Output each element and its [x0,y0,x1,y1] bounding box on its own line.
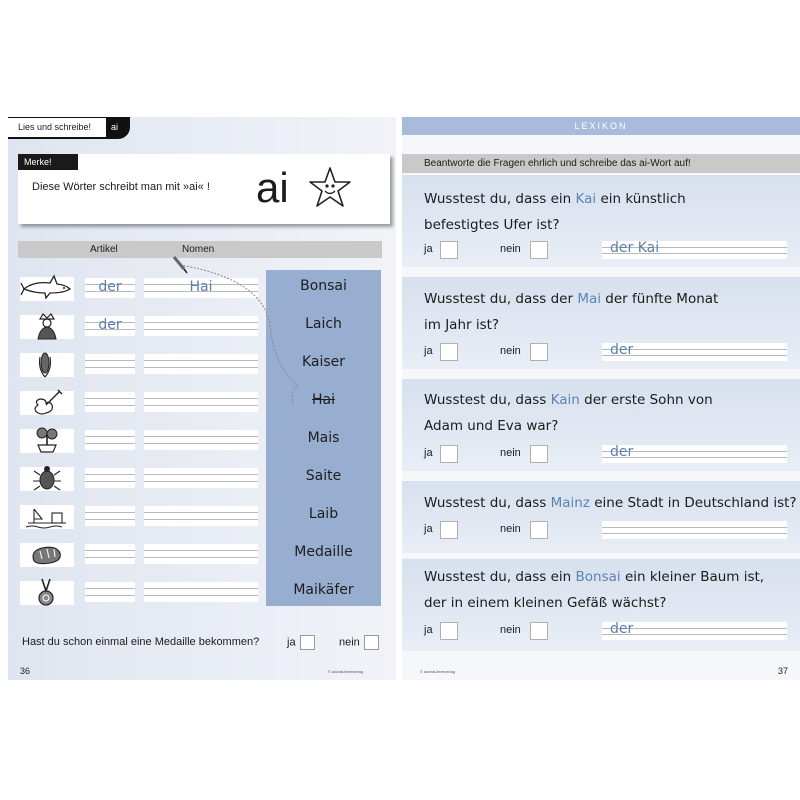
ai-word: Kain [550,392,580,408]
ja-checkbox[interactable] [440,343,458,361]
question-line: Wusstest du, dass der Mai der fünfte Monat [424,291,719,307]
ai-word: Kai [575,191,597,207]
answer-row: ja nein der Kai [424,241,794,259]
word-list [266,270,381,606]
table-row [8,579,268,609]
question-block [402,559,800,651]
lexikon-header: LEXIKON [402,117,800,135]
question-line: Wusstest du, dass ein Kai ein künstlich [424,191,686,207]
nein-checkbox[interactable] [364,635,379,650]
page-number: 36 [20,666,31,676]
question-block [402,277,800,369]
table-header [18,241,382,258]
question-block [402,175,800,267]
word-item: Medaille [294,544,353,560]
merke-text: Diese Wörter schreibt man mit »ai« ! [32,181,210,193]
table-row [8,313,268,343]
right-page [402,117,800,680]
word-item: Saite [305,468,342,484]
nomen-field[interactable] [144,316,258,336]
merke-box [18,154,390,224]
nein-checkbox[interactable] [530,445,548,463]
nomen-field[interactable] [144,468,258,488]
table-row [8,465,268,495]
nomen-field[interactable] [144,582,258,602]
answer-row: ja nein der [424,622,794,640]
nomen-field[interactable] [144,506,258,526]
ja-checkbox[interactable] [440,521,458,539]
nomen-field[interactable] [144,392,258,412]
artikel-field[interactable] [85,430,135,450]
word-item: Laib [308,506,339,522]
question-line-2: befestigtes Ufer ist? [424,217,560,233]
word-item: Mais [307,430,340,446]
ai-word: Bonsai [575,569,621,585]
table-row [8,503,268,533]
answer-field[interactable]: der [602,622,787,640]
answer-field[interactable]: der Kai [602,241,787,259]
copyright: © adoraLitemverlag [328,669,363,674]
table-row [8,275,268,305]
question-line-2: im Jahr ist? [424,317,500,333]
shark-icon [20,273,74,303]
bread-icon [20,539,74,569]
question-line: Wusstest du, dass Kain der erste Sohn von [424,392,713,408]
page-number: 37 [777,666,788,676]
beetle-icon [20,463,74,493]
nomen-field[interactable] [144,544,258,564]
exercise-tag [8,117,388,139]
artikel-field[interactable]: der [85,278,135,298]
emperor-icon [20,311,74,341]
exercise-title: Lies und schreibe! [8,118,106,137]
artikel-field[interactable] [85,544,135,564]
question-line: Wusstest du, dass Mainz eine Stadt in Deutschland ist? [424,495,797,511]
col-nomen: Nomen [182,244,215,255]
col-artikel: Artikel [90,244,118,255]
nomen-field[interactable]: Hai [144,278,258,298]
answer-nein: nein [339,635,379,650]
answer-row: ja nein der [424,445,794,463]
exercise-topic: ai [111,122,119,132]
corn-icon [20,349,74,379]
merke-big-letters: ai [256,164,289,211]
table-row [8,541,268,571]
table-row [8,427,268,457]
word-item: Maikäfer [293,582,354,598]
answer-field[interactable] [602,521,787,539]
bonsai-icon [20,425,74,455]
ja-checkbox[interactable] [440,445,458,463]
question-block [402,379,800,471]
table-row [8,389,268,419]
left-page [8,117,396,680]
artikel-field[interactable] [85,354,135,374]
word-item-crossed: Hai [312,392,335,408]
merke-label: Merke! [18,154,78,170]
answer-ja: ja [287,635,315,650]
ja-checkbox[interactable] [440,622,458,640]
word-item: Bonsai [300,278,347,294]
medal-icon [20,577,74,607]
word-item: Kaiser [301,354,346,370]
table-row [8,351,268,381]
ja-checkbox[interactable] [300,635,315,650]
ai-word: Mai [577,291,602,307]
violin-icon [20,387,74,417]
answer-row: ja nein der [424,343,794,361]
copyright: © adoraLitemverlag [420,669,455,674]
harbor-icon [20,501,74,531]
question-line: Wusstest du, dass ein Bonsai ein kleiner Baum ist, [424,569,765,585]
question-line-2: der in einem kleinen Gefäß wächst? [424,595,667,611]
artikel-field[interactable] [85,506,135,526]
question-block [402,481,800,553]
nein-checkbox[interactable] [530,622,548,640]
star-mascot-icon [308,166,352,210]
artikel-field[interactable] [85,582,135,602]
artikel-field[interactable] [85,392,135,412]
medal-question: Hast du schon einmal eine Medaille bekommen? [22,636,260,648]
nein-checkbox[interactable] [530,343,548,361]
ai-word: Mainz [550,495,590,511]
word-item: Laich [305,316,342,332]
instruction: Beantworte die Fragen ehrlich und schreibe das ai-Wort auf! [402,154,800,173]
artikel-field[interactable] [85,468,135,488]
nein-checkbox[interactable] [530,521,548,539]
answer-field[interactable]: der [602,445,787,463]
nomen-field[interactable] [144,430,258,450]
artikel-field[interactable]: der [85,316,135,336]
ja-checkbox[interactable] [440,241,458,259]
nomen-field[interactable] [144,354,258,374]
nein-checkbox[interactable] [530,241,548,259]
question-line-2: Adam und Eva war? [424,418,559,434]
answer-field[interactable]: der [602,343,787,361]
answer-row: ja nein [424,521,794,539]
